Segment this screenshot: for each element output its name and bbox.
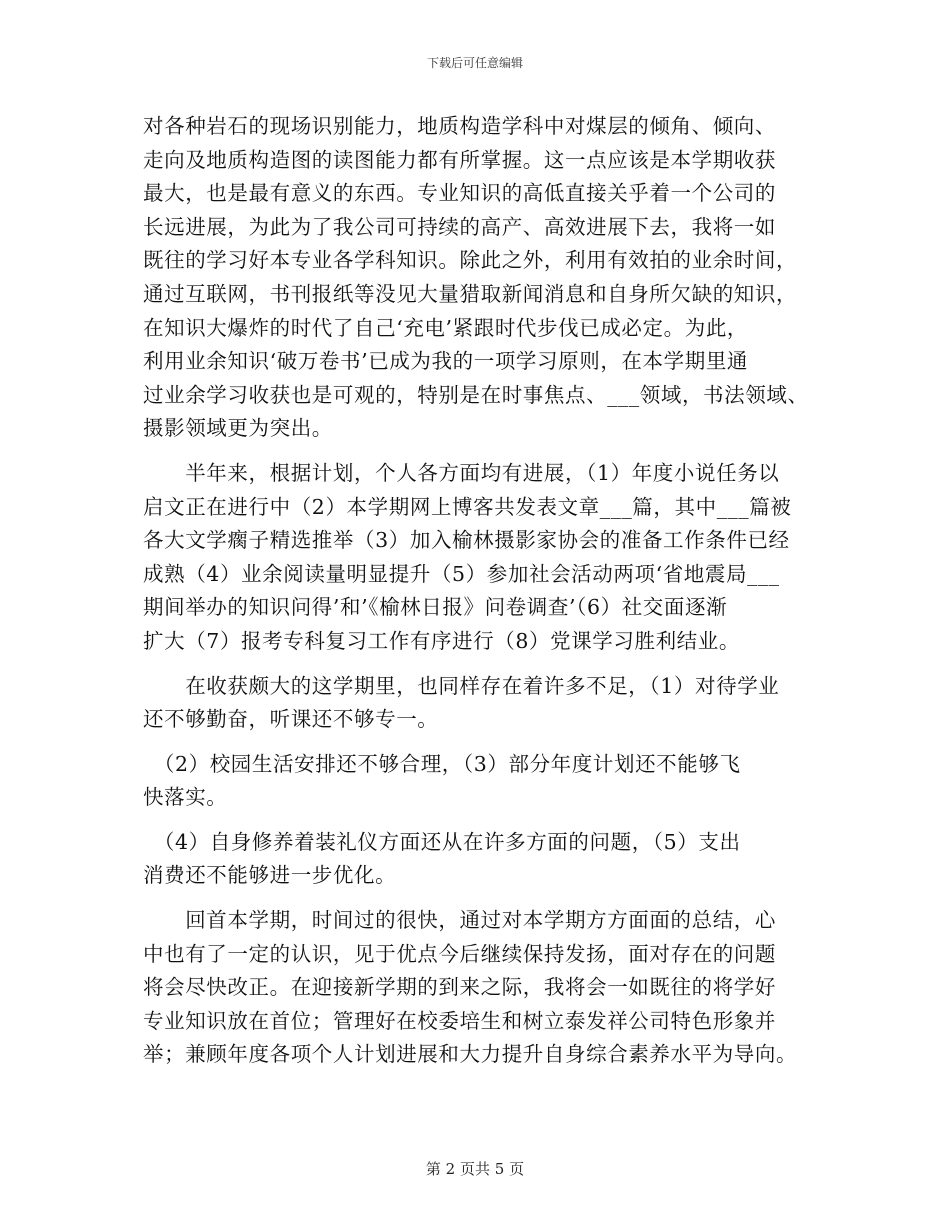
text-line: 消费还不能够进一步优化。 — [143, 863, 397, 888]
body-text — [143, 110, 833, 1072]
paragraph-gap — [143, 659, 833, 670]
text-line: 半年来，根据计划，个人各方面均有进展，（1）年度小说任务以 — [143, 460, 780, 485]
text-line: 还不够勤奋，听课还不够专一。 — [143, 707, 439, 732]
text-line: 扩大（7）报考专科复习工作有序进行（8）党课学习胜利结业。 — [143, 628, 740, 653]
text-line: 快落实。 — [143, 785, 228, 810]
text-line: 摄影领域更为突出。 — [143, 416, 333, 441]
text-line: 在知识大爆炸的时代了自己‘充电’紧跟时代步伐已成必定。为此， — [143, 315, 749, 340]
text-line: 走向及地质构造图的读图能力都有所掌握。这一点应该是本学期收获 — [143, 147, 776, 172]
text-line: 将会尽快改正。在迎接新学期的到来之际，我将会一如既往的将学好 — [143, 975, 776, 1000]
text-line: 回首本学期，时间过的很快，通过对本学期方方面面的总结，心 — [143, 908, 776, 933]
paragraph-gap — [143, 815, 833, 826]
text-line: 对各种岩石的现场识别能力，地质构造学科中对煤层的倾角、倾向、 — [143, 114, 776, 138]
text-line: 利用业余知识‘破万卷书’已成为我的一项学习原则，在本学期里通 — [143, 349, 749, 374]
paragraph-gap — [143, 446, 833, 457]
text-line: 期间举办的知识问得’和’《榆林日报》问卷调查’（6）社交面逐渐 — [143, 595, 728, 620]
text-line: 成熟（4）业余阅读量明显提升（5）参加社会活动两项‘省地震局___ — [143, 561, 780, 586]
page-footer: 第 2 页共 5 页 — [425, 1160, 525, 1178]
text-line: 长远进展，为此为了我公司可持续的高产、高效进展下去，我将一如 — [143, 214, 776, 239]
text-line: （2）校园生活安排还不够合理，（3）部分年度计划还不能够飞 — [143, 751, 741, 776]
text-line: 中也有了一定的认识，见于优点今后继续保持发扬，面对存在的问题 — [143, 941, 776, 966]
text-line: 举；兼顾年度各项个人计划进展和大力提升自身综合素养水平为导向。 — [143, 1042, 798, 1067]
text-line: 通过互联网，书刊报纸等没见大量猎取新闻消息和自身所欠缺的知识， — [143, 281, 798, 306]
text-line: 启文正在进行中（2）本学期网上博客共发表文章___篇，其中___篇被 — [143, 494, 792, 519]
page-header: 下载后可任意编辑 — [426, 56, 523, 70]
text-line: 最大，也是最有意义的东西。专业知识的高低直接关乎着一个公司的 — [143, 181, 776, 206]
paragraph-gap — [143, 893, 833, 904]
text-line: 既往的学习好本专业各学科知识。除此之外，利用有效拍的业余时间， — [143, 248, 798, 273]
text-line: 专业知识放在首位；管理好在校委培生和树立泰发祥公司特色形象并 — [143, 1008, 776, 1033]
text-line: 各大文学瘸子精选推举（3）加入榆林摄影家协会的准备工作条件已经 — [143, 528, 790, 553]
text-line: （4）自身修养着装礼仪方面还从在许多方面的问题，（5）支出 — [143, 829, 741, 854]
paragraph-gap — [143, 737, 833, 748]
text-line: 过业余学习收获也是可观的，特别是在时事焦点、___领域，书法领域、 — [143, 382, 809, 407]
text-line: 在收获颇大的这学期里，也同样存在着许多不足，（1）对待学业 — [143, 673, 780, 698]
